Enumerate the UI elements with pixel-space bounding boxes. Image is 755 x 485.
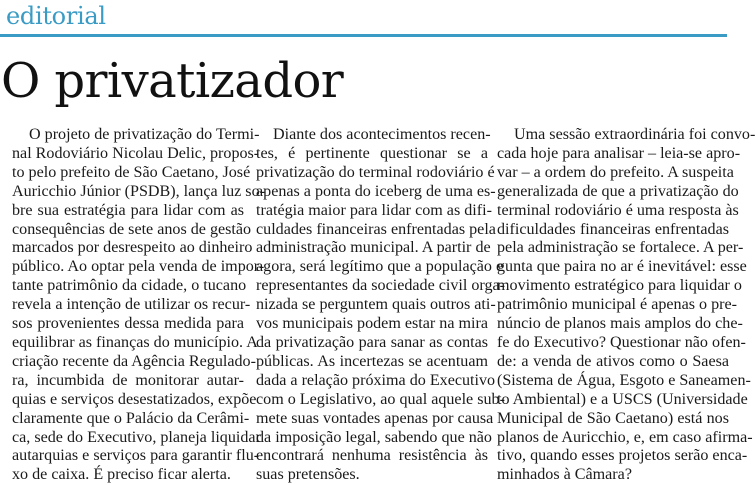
text-line: administração municipal. A partir de — [256, 239, 491, 257]
text-line: to pelo prefeito de São Caetano, José — [12, 163, 251, 181]
text-line: Municipal de São Caetano) está nos — [497, 409, 729, 427]
text-line: dada a relação próxima do Executivo — [256, 371, 496, 389]
text-line: sos provenientes dessa medida para — [12, 315, 244, 333]
text-line: da imposição legal, sabendo que não — [256, 428, 492, 446]
text-line: claramente que o Palácio da Cerâmi- — [12, 409, 250, 427]
text-line: suas pretensões. — [256, 466, 360, 484]
text-line: Auricchio Júnior (PSDB), lança luz so- — [12, 182, 265, 200]
text-line: privatização do terminal rodoviário é — [256, 163, 495, 181]
text-line: O projeto de privatização do Termi- — [29, 126, 260, 143]
text-line: encontrará nenhuma resistência às — [256, 447, 488, 465]
text-line: quias e serviços desestatizados, expõe — [12, 390, 257, 408]
text-line: movimento estratégico para liquidar o — [497, 277, 742, 295]
text-line: vos municipais podem estar na mira — [256, 315, 488, 333]
text-line: da privatização para sanar as contas — [256, 333, 488, 351]
text-line: tratégia maior para lidar com as difi- — [256, 201, 492, 219]
section-label: editorial — [6, 2, 106, 30]
text-column-1 — [12, 126, 265, 485]
text-line: tante patrimônio da cidade, o tucano — [12, 277, 247, 295]
text-line: var – a ordem do prefeito. A suspeita — [497, 163, 734, 181]
headline: O privatizador — [1, 53, 344, 109]
text-column-2 — [256, 126, 506, 485]
section-divider — [0, 34, 727, 37]
text-line: com o Legislativo, ao qual aquele sub- — [256, 390, 505, 408]
text-line: pela administração se fortalece. A per- — [497, 239, 744, 257]
text-line: patrimônio municipal é apenas o pre- — [497, 296, 737, 314]
text-line: cada hoje para analisar – leia-se apro- — [497, 144, 741, 162]
text-line: marcados por desrespeito ao dinheiro — [12, 239, 253, 257]
text-line: culdades financeiras enfrentadas pela — [256, 220, 496, 238]
text-column-3 — [497, 126, 755, 485]
text-line: dificuldades financeiras enfrentadas — [497, 220, 729, 238]
text-line: to Ambiental) e a USCS (Universidade — [497, 390, 748, 408]
text-line: representantes da sociedade civil orga- — [256, 277, 506, 295]
text-line: criação recente da Agência Regulado- — [12, 352, 256, 370]
text-line: Diante dos acontecimentos recen- — [273, 126, 491, 143]
text-line: tes, é pertinente questionar se a — [256, 144, 488, 162]
text-line: consequências de sete anos de gestão — [12, 220, 252, 238]
text-line: minhados à Câmara? — [497, 466, 632, 484]
text-line: nizada se perguntem quais outros ati- — [256, 296, 496, 314]
text-line: generalizada de que a privatização do — [497, 182, 739, 200]
text-line: núncio de planos mais amplos do che- — [497, 315, 743, 333]
text-line: autarquias e serviços para garantir flu- — [12, 447, 260, 465]
text-line: bre sua estratégia para lidar com as — [12, 201, 244, 219]
text-line: apenas a ponta do iceberg de uma es- — [256, 182, 496, 200]
text-line: revela a intenção de utilizar os recur- — [12, 296, 251, 314]
text-line: equilibrar as finanças do município. A — [12, 333, 258, 351]
text-line: ra, incumbida de monitorar autar- — [12, 371, 244, 389]
text-line: públicas. As incertezas se acentuam — [256, 352, 488, 370]
text-line: público. Ao optar pela venda de impor- — [12, 258, 265, 276]
text-line: ca, sede do Executivo, planeja liquidar — [12, 428, 261, 446]
text-line: mete suas vontades apenas por causa — [256, 409, 494, 427]
text-line: tivo, quando esses projetos serão enca- — [497, 447, 748, 465]
text-line: de: a venda de ativos como o Saesa — [497, 352, 729, 370]
text-line: (Sistema de Água, Esgoto e Saneamen- — [497, 371, 751, 389]
text-line: Uma sessão extraordinária foi convo- — [514, 126, 755, 143]
text-line: agora, será legítimo que a população e — [256, 258, 504, 276]
text-line: gunta que paira no ar é inevitável: esse — [497, 258, 747, 276]
text-line: fe do Executivo? Questionar não ofen- — [497, 333, 746, 351]
text-line: terminal rodoviário é uma resposta às — [497, 201, 739, 219]
text-line: nal Rodoviário Nicolau Delic, propos- — [12, 144, 260, 162]
text-line: xo de caixa. É preciso ficar alerta. — [12, 466, 231, 484]
text-line: planos de Auricchio, e, em caso afirma- — [497, 428, 753, 446]
